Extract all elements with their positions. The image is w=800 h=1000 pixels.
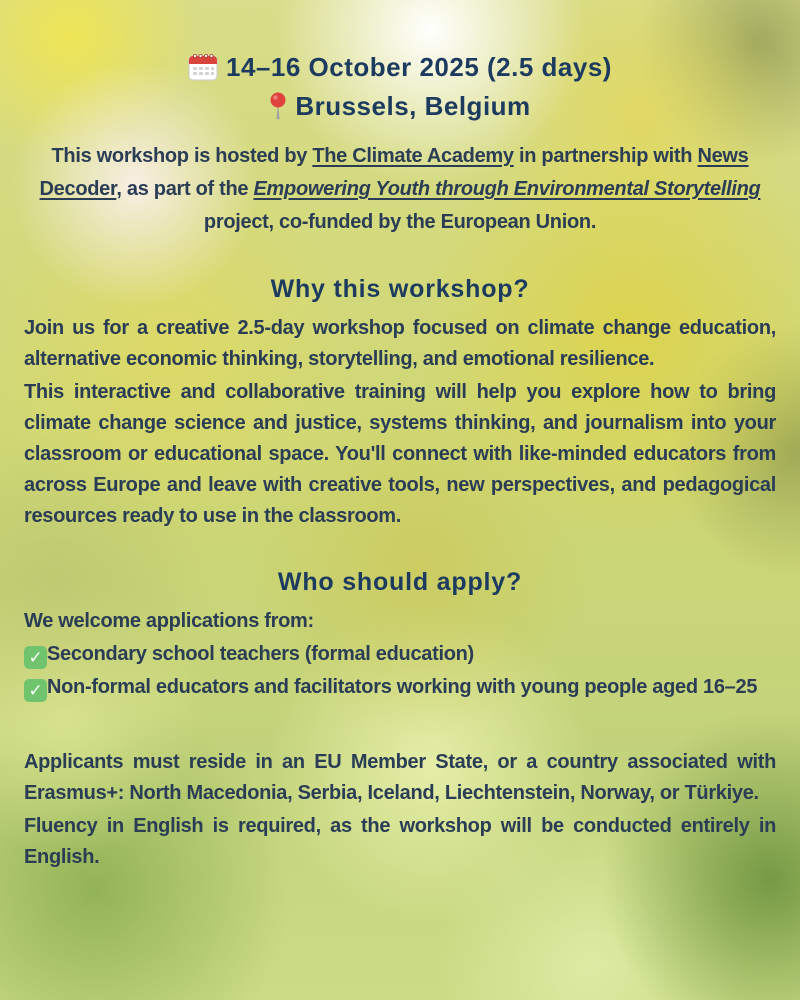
applicant-checklist <box>24 639 776 703</box>
header <box>24 50 776 128</box>
round-pushpin-icon <box>269 92 287 128</box>
link-the-climate-academy: The Climate Academy <box>312 145 514 167</box>
section-heading-why: Why this workshop? <box>270 275 530 303</box>
location-text: Brussels, Belgium <box>295 91 531 121</box>
calendar-icon <box>188 53 218 89</box>
checklist-item-text: Secondary school teachers (formal education) <box>47 643 474 665</box>
paragraph-workshop-focus: Join us for a creative 2.5-day workshop focused on climate change education, alternative economic thinking, storytelling, and emotional resilience. <box>24 317 776 370</box>
checklist-item-nonformal-educators <box>24 672 776 703</box>
project-title: Empowering Youth through Environmental Storytelling <box>253 178 761 200</box>
checklist-item-text: Non-formal educators and facilitators working with young people aged 16–25 <box>47 676 758 698</box>
intro-text: , as part of the <box>116 178 254 200</box>
location-line <box>24 89 776 128</box>
intro-text: project, co-funded by the European Union. <box>203 211 597 233</box>
section-heading-apply: Who should apply? <box>277 568 523 596</box>
check-mark-icon: ✓ <box>24 646 47 669</box>
checklist-item-secondary-teachers <box>24 639 776 670</box>
link-news-decoder: News Decoder <box>39 145 749 200</box>
date-line <box>24 50 776 89</box>
check-mark-icon: ✓ <box>24 679 47 702</box>
paragraph-training-details: This interactive and collaborative training will help you explore how to bring climate change science and justice, systems thinking, and journalism into your classroom or educational space. You'll connect with like-minded educators from across Europe and leave with creative tools, new perspectives, and pedagogical resources ready to use in the classroom. <box>24 381 776 527</box>
date-text: 14–16 October 2025 (2.5 days) <box>226 52 612 82</box>
intro-paragraph <box>32 140 768 239</box>
paragraph-language-requirement: Fluency in English is required, as the workshop will be conducted entirely in English. <box>24 815 776 868</box>
intro-text: This workshop is hosted by <box>51 145 313 167</box>
intro-text: in partnership with <box>513 145 698 167</box>
welcome-applications-line: We welcome applications from: <box>24 610 314 632</box>
paragraph-eligibility: Applicants must reside in an EU Member State, or a country associated with Erasmus+: North Macedonia, Serbia, Iceland, Liechtenstein, Norway, or Türkiye. <box>24 751 776 804</box>
